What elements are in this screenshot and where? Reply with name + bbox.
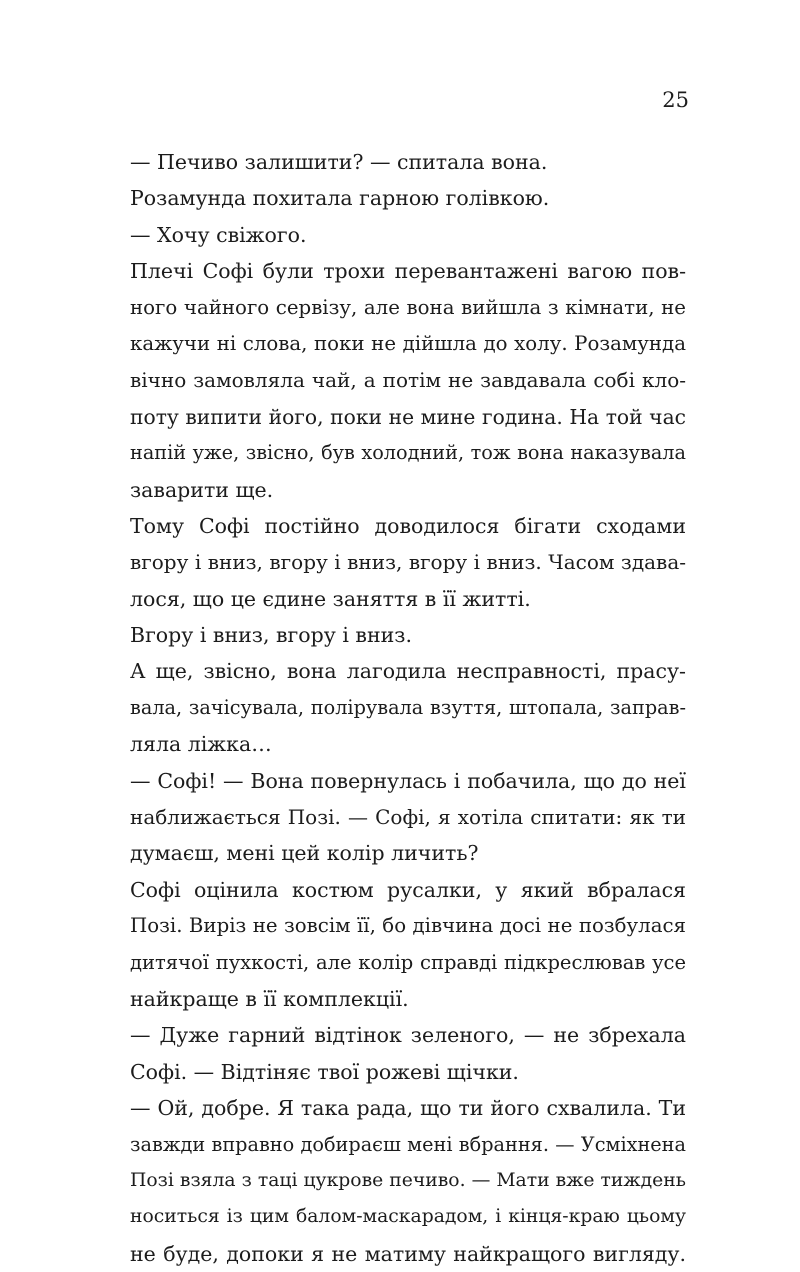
text-line: ного чайного сервізу, але вона вийшла з кімнати, не <box>130 295 686 319</box>
text-line: — Хочу свіжого. <box>130 222 307 247</box>
text-line: дитячої пухкості, але колір справді підкреслював усе <box>130 950 686 974</box>
text-line: — Печиво залишити? — спитала вона. <box>130 150 548 174</box>
text-line: носиться із цим балом-маскарадом, і кінця-краю цьому <box>130 1206 686 1228</box>
text-line: Плечі Софі були трохи перевантажені вагою пов- <box>130 259 686 284</box>
text-line: думаєш, мені цей колір личить? <box>130 841 479 866</box>
text-line: найкраще в її комплекції. <box>130 986 409 1011</box>
page-number: 25 <box>662 88 689 112</box>
text-line: заварити ще. <box>130 477 274 502</box>
text-line: лося, що це єдине заняття в її житті. <box>130 586 531 611</box>
text-line: вічно замовляла чай, а потім не завдавала собі кло- <box>130 368 686 393</box>
text-line: ляла ліжка… <box>130 732 272 757</box>
text-line: Розамунда похитала гарною голівкою. <box>130 186 550 211</box>
text-line: кажучи ні слова, поки не дійшла до холу. Розамунда <box>130 331 686 355</box>
text-line: — Дуже гарний відтінок зеленого, — не збрехала <box>130 1023 686 1048</box>
text-line: вгору і вниз, вгору і вниз, вгору і вниз. Часом здава- <box>130 550 686 575</box>
text-line: — Ой, добре. Я така рада, що ти його схвалила. Ти <box>130 1096 686 1121</box>
text-line: не буде, допоки я не матиму найкращого вигляду. <box>130 1241 686 1266</box>
text-line: Позі. Виріз не зовсім її, бо дівчина досі не позбулася <box>130 914 686 938</box>
text-line: — Софі! — Вона повернулась і побачила, що до неї <box>130 768 686 793</box>
body-text <box>130 144 686 1272</box>
text-line: Вгору і вниз, вгору і вниз. <box>130 623 412 648</box>
text-line: А ще, звісно, вона лагодила несправності, прасу- <box>130 659 686 684</box>
text-line: завжди вправно добираєш мені вбрання. — Усміхнена <box>130 1132 686 1156</box>
text-line: Тому Софі постійно доводилося бігати сходами <box>130 513 686 538</box>
text-line: Софі оцінила костюм русалки, у який вбралася <box>130 877 686 902</box>
text-line: Софі. — Відтіняє твої рожеві щічки. <box>130 1059 519 1084</box>
text-line: напій уже, звісно, був холодний, тож вона наказувала <box>130 441 686 465</box>
text-line: поту випити його, поки не мине година. На той час <box>130 404 686 429</box>
text-line: вала, зачісувала, полірувала взуття, штопала, заправ- <box>130 695 686 719</box>
text-line: наближається Позі. — Софі, я хотіла спитати: як ти <box>130 805 686 830</box>
text-line: Позі взяла з таці цукрове печиво. — Мати вже тиждень <box>130 1169 686 1191</box>
